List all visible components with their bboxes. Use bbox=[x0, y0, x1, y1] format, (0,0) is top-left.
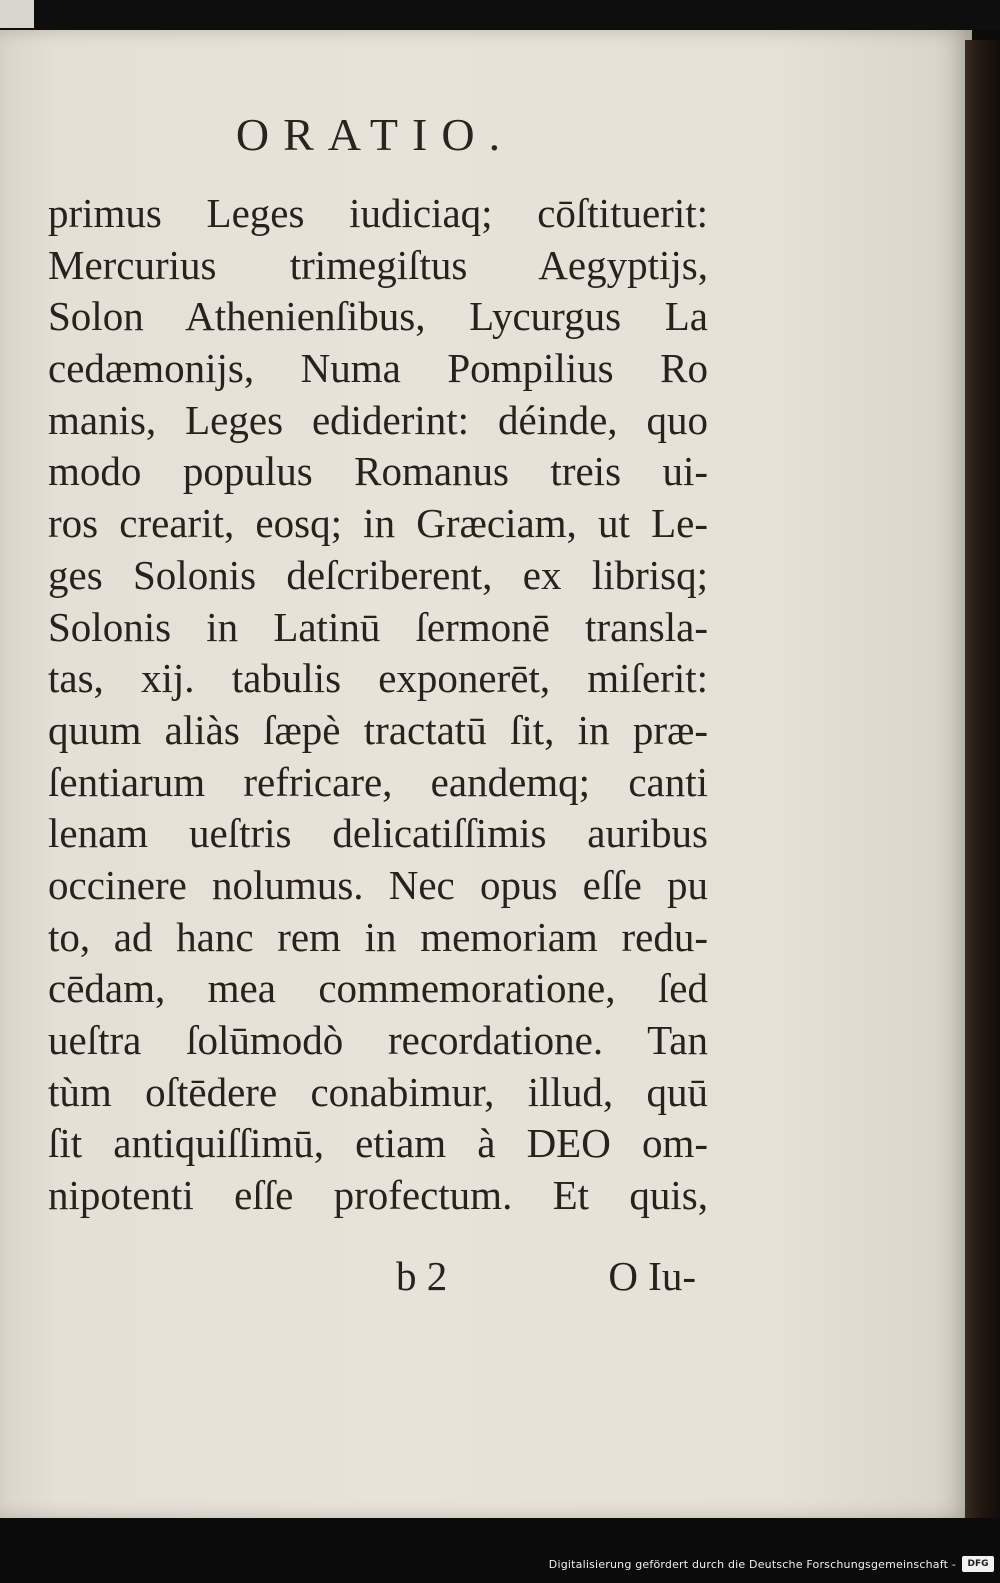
text-line: ſentiarum refricare, eandemq; canti bbox=[48, 758, 708, 805]
footer-bar bbox=[0, 1550, 1000, 1583]
text-line: occinere nolumus. Nec opus eſſe pu bbox=[48, 861, 708, 908]
text-line: tùm oſtēdere conabimur, illud, quū bbox=[48, 1068, 708, 1115]
text-line: modo populus Romanus treis ui- bbox=[48, 448, 708, 495]
text-line: Mercurius trimegiſtus Aegyptijs, bbox=[48, 241, 708, 288]
text-line: Solonis in Latinū ſermonē transla- bbox=[48, 603, 708, 650]
text-block bbox=[48, 188, 708, 1222]
book-page bbox=[0, 30, 972, 1518]
text-line: cedæmonijs, Numa Pompilius Ro bbox=[48, 345, 708, 392]
text-line: tas, xij. tabulis exponerēt, miſerit: bbox=[48, 655, 708, 702]
text-line: to, ad hanc rem in memoriam redu- bbox=[48, 913, 708, 960]
signature-mark: b 2 bbox=[396, 1253, 448, 1299]
dfg-logo: DFG bbox=[962, 1556, 994, 1572]
scan-corner-mark bbox=[0, 0, 34, 28]
text-line: Solon Athenienſibus, Lycurgus La bbox=[48, 293, 708, 340]
running-head: ORATIO. bbox=[235, 109, 515, 160]
scan-top-border bbox=[0, 0, 1000, 30]
page-edge-shadow bbox=[965, 40, 1000, 1518]
text-line: ſit antiquiſſimū, etiam à DEO om- bbox=[48, 1120, 708, 1167]
text-line: ros crearit, eosq; in Græciam, ut Le- bbox=[48, 500, 708, 547]
text-line: nipotenti eſſe profectum. Et quis, bbox=[48, 1172, 708, 1219]
text-line: lenam ueſtris delicatiſſimis auribus bbox=[48, 810, 708, 857]
catchword: O Iu- bbox=[608, 1253, 696, 1299]
text-line: manis, Leges ediderint: déinde, quo bbox=[48, 396, 708, 443]
text-line: ueſtra ſolūmodò recordatione. Tan bbox=[48, 1017, 708, 1063]
text-line: primus Leges iudiciaq; cōſtituerit: bbox=[48, 190, 708, 236]
footer-credit: Digitalisierung gefördert durch die Deutsche Forschungsgemeinschaft - bbox=[548, 1558, 956, 1571]
text-line: quum aliàs ſæpè tractatū ſit, in præ- bbox=[48, 706, 708, 753]
signature-line bbox=[396, 1252, 696, 1304]
text-line: cēdam, mea commemoratione, ſed bbox=[48, 965, 708, 1012]
text-line: ges Solonis deſcriberent, ex librisq; bbox=[48, 551, 708, 598]
